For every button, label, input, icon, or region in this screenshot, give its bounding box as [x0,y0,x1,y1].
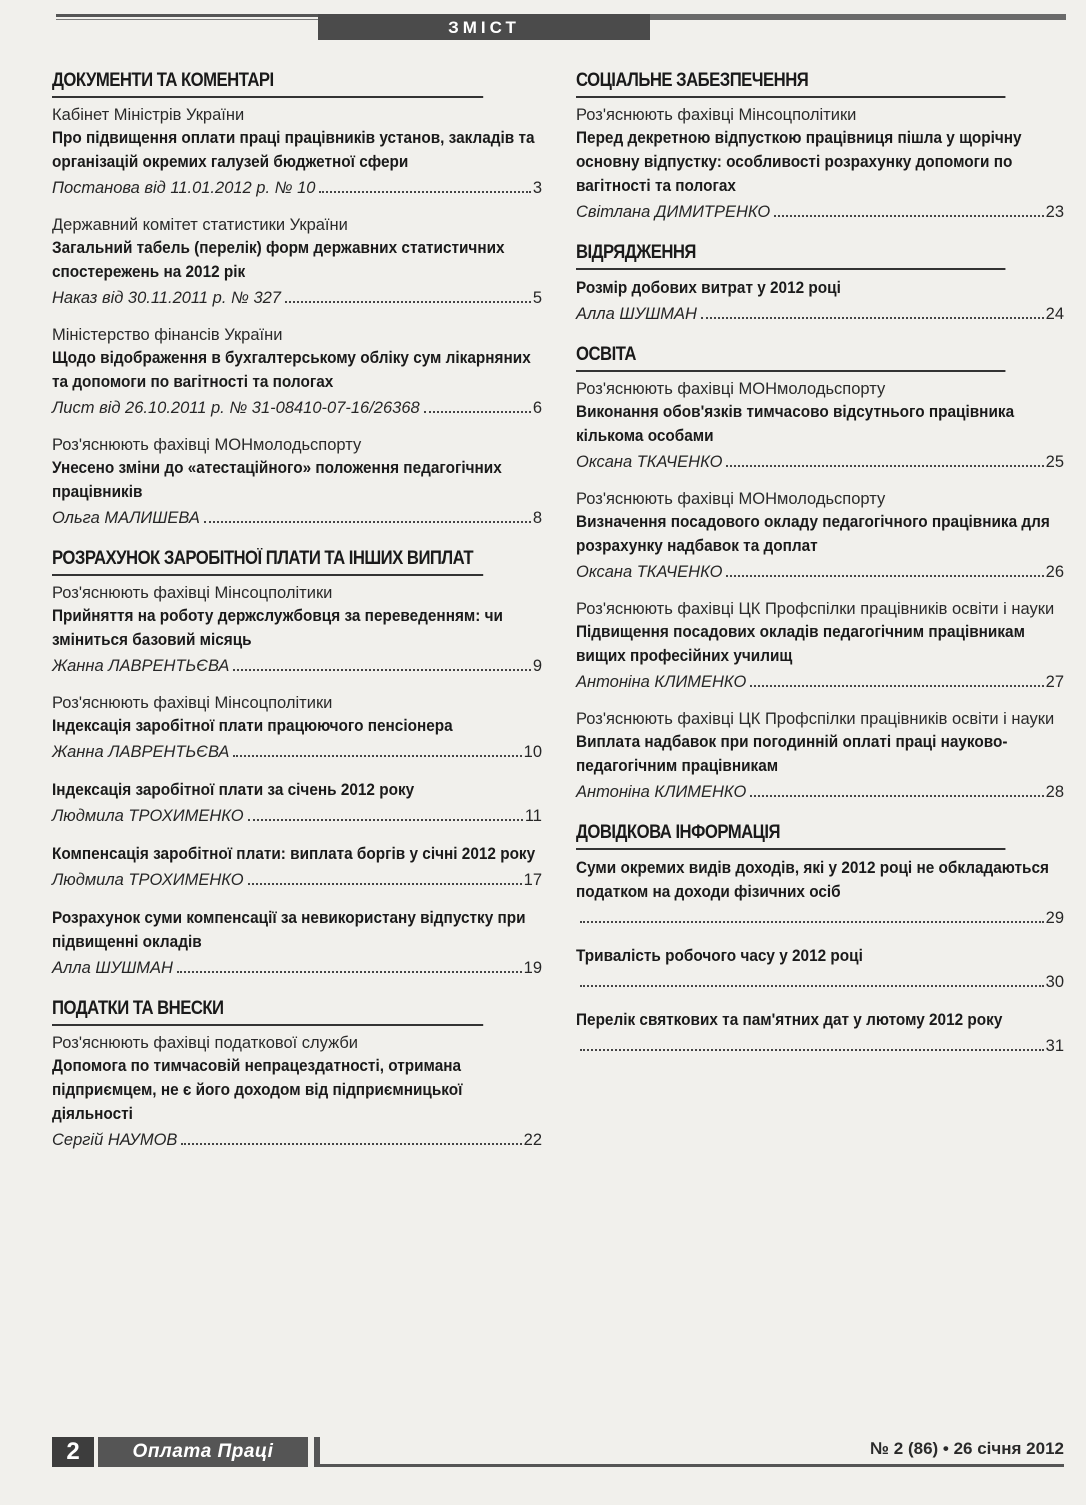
toc-entry[interactable] [52,324,542,420]
entry-page-number: 22 [523,1131,542,1149]
entry-source: Роз'яснюють фахівці Мінсоцполітики [576,106,857,124]
section-title: ДОВІДКОВА ІНФОРМАЦІЯ [576,818,1005,850]
entry-reference [52,654,542,678]
magazine-title: Оплата Праці [98,1437,308,1467]
entry-reference [576,302,1064,326]
entry-page-number: 9 [532,657,542,675]
entry-title: Загальний табель (перелік) форм державних статистичних спостережень на 2012 рік [52,239,505,281]
toc-entry[interactable] [576,378,1064,474]
toc-section [52,66,542,530]
entry-title: Перелік святкових та пам'ятних дат у лютому 2012 року [576,1011,1003,1029]
leader-dots [750,684,1043,687]
section-title: СОЦІАЛЬНЕ ЗАБЕЗПЕЧЕННЯ [576,66,1005,98]
leader-dots [774,214,1043,217]
toc-entry[interactable] [52,214,542,310]
leader-dots [204,520,531,523]
entry-title: Прийняття на роботу держслужбовця за переведенням: чи зміниться базовий місяць [52,607,503,649]
section-title: ОСВІТА [576,340,1005,372]
entry-page-number: 10 [523,743,542,761]
toc-section [52,994,542,1152]
toc-section [576,66,1064,224]
entry-page-number: 25 [1045,453,1064,471]
entry-page-number: 11 [524,807,542,825]
entry-source: Роз'яснюють фахівці МОНмолодьспорту [576,490,886,508]
entry-title: Підвищення посадових окладів педагогічним працівникам вищих професійних училищ [576,623,1025,665]
leader-dots [233,754,521,757]
entry-title: Про підвищення оплати праці працівників установ, закладів та організацій окремих галузей бюджетної сфери [52,129,535,171]
toc-section [576,340,1064,804]
leader-dots [285,300,531,303]
entry-author: Оксана ТКАЧЕНКО [576,563,723,581]
entry-reference [52,956,542,980]
entry-reference [52,176,542,200]
toc-entry[interactable] [576,1008,1064,1058]
entry-author: Антоніна КЛИМЕНКО [576,673,747,691]
header-band [650,14,1066,20]
entry-page-number: 8 [532,509,542,527]
toc-section [576,238,1064,326]
entry-source: Роз'яснюють фахівці Мінсоцполітики [52,694,333,712]
entry-page-number: 5 [532,289,542,307]
toc-entry[interactable] [52,906,542,980]
toc-section [576,818,1064,1058]
entry-source: Роз'яснюють фахівці ЦК Профспілки працівників освіти і науки [576,600,1055,618]
entry-author: Наказ від 30.11.2011 р. № 327 [52,289,281,307]
entry-page-number: 29 [1045,909,1064,927]
entry-page-number: 6 [532,399,542,417]
toc-entry[interactable] [52,1032,542,1152]
entry-title: Індексація заробітної плати працюючого пенсіонера [52,717,453,735]
entry-author: Людмила ТРОХИМЕНКО [52,871,244,889]
right-column [576,66,1064,1072]
entry-reference [576,560,1064,584]
toc-entry[interactable] [576,708,1064,804]
entry-reference [576,200,1064,224]
entry-author: Людмила ТРОХИМЕНКО [52,807,244,825]
toc-entry[interactable] [52,842,542,892]
leader-dots [726,574,1043,577]
leader-dots [726,464,1043,467]
entry-title: Компенсація заробітної плати: виплата боргів у січні 2012 року [52,845,536,863]
section-title: ДОКУМЕНТИ ТА КОМЕНТАРІ [52,66,483,98]
entry-page-number: 3 [532,179,542,197]
toc-entry[interactable] [576,488,1064,584]
entry-author: Алла ШУШМАН [52,959,173,977]
entry-source: Міністерство фінансів України [52,326,283,344]
entry-reference [576,1034,1064,1058]
entry-page-number: 28 [1045,783,1064,801]
toc-entry[interactable] [576,598,1064,694]
entry-author: Світлана ДИМИТРЕНКО [576,203,771,221]
entry-reference [52,868,542,892]
entry-author: Сергій НАУМОВ [52,1131,178,1149]
section-title: ВІДРЯДЖЕННЯ [576,238,1005,270]
entry-author: Алла ШУШМАН [576,305,697,323]
entry-title: Індексація заробітної плати за січень 2012 року [52,781,415,799]
entry-reference [576,450,1064,474]
leader-dots [750,794,1043,797]
entry-page-number: 23 [1045,203,1064,221]
leader-dots [580,1048,1044,1051]
toc-entry[interactable] [52,692,542,764]
leader-dots [580,920,1044,923]
entry-page-number: 24 [1045,305,1064,323]
entry-page-number: 31 [1045,1037,1064,1055]
entry-reference [576,780,1064,804]
toc-entry[interactable] [576,856,1064,930]
leader-dots [181,1142,521,1145]
leader-dots [233,668,530,671]
leader-dots [248,818,523,821]
entry-author: Антоніна КЛИМЕНКО [576,783,747,801]
leader-dots [319,190,530,193]
entry-title: Допомога по тимчасовій непрацездатності, отримана підприємцем, не є його доходом від підприємницької діяльності [52,1057,463,1123]
footer [52,1437,1064,1467]
leader-dots [248,882,522,885]
entry-source: Роз'яснюють фахівці Мінсоцполітики [52,584,333,602]
entry-page-number: 19 [523,959,542,977]
left-column [52,66,542,1166]
entry-title: Щодо відображення в бухгалтерському обліку сум лікарняних та допомоги по вагітності та пологах [52,349,531,391]
entry-author: Жанна ЛАВРЕНТЬЄВА [52,657,230,675]
entry-title: Виконання обов'язків тимчасово відсутнього працівника кількома особами [576,403,1015,445]
entry-page-number: 27 [1045,673,1064,691]
entry-source: Роз'яснюють фахівці МОНмолодьспорту [576,380,886,398]
entry-page-number: 17 [523,871,542,889]
entry-reference [52,506,542,530]
entry-source: Роз'яснюють фахівці МОНмолодьспорту [52,436,362,454]
entry-page-number: 26 [1045,563,1064,581]
entry-reference [52,396,542,420]
entry-title: Суми окремих видів доходів, які у 2012 році не обкладаються податком на доходи фізичних осіб [576,859,1049,901]
toc-heading: ЗМІСТ [318,14,650,40]
toc-section [52,544,542,980]
toc-entry[interactable] [52,778,542,828]
entry-reference [576,670,1064,694]
toc-entry[interactable] [576,104,1064,224]
entry-reference [576,906,1064,930]
toc-entry[interactable] [52,582,542,678]
entry-reference [52,740,542,764]
leader-dots [177,970,522,973]
footer-bar [314,1437,320,1467]
entry-author: Жанна ЛАВРЕНТЬЄВА [52,743,230,761]
entry-source: Роз'яснюють фахівці податкової служби [52,1034,358,1052]
issue-info: № 2 (86) • 26 січня 2012 [870,1439,1064,1458]
entry-page-number: 30 [1045,973,1064,991]
page-number: 2 [52,1437,94,1467]
toc-entry[interactable] [52,434,542,530]
toc-entry[interactable] [52,104,542,200]
entry-author: Лист від 26.10.2011 р. № 31-08410-07-16/26368 [52,399,420,417]
entry-reference [52,286,542,310]
entry-reference [52,1128,542,1152]
entry-source: Роз'яснюють фахівці ЦК Профспілки працівників освіти і науки [576,710,1055,728]
entry-reference [52,804,542,828]
toc-entry[interactable] [576,276,1064,326]
entry-source: Кабінет Міністрів України [52,106,245,124]
entry-title: Перед декретною відпусткою працівниця пішла у щорічну основну відпустку: особливості розрахунку допомоги по вагітності та пологах [576,129,1022,195]
entry-source: Державний комітет статистики України [52,216,348,234]
toc-entry[interactable] [576,944,1064,994]
entry-author: Ольга МАЛИШЕВА [52,509,200,527]
leader-dots [701,316,1044,319]
entry-title: Розрахунок суми компенсації за невикористану відпустку при підвищенні окладів [52,909,526,951]
footer-rule [314,1464,1064,1467]
entry-title: Виплата надбавок при погодинній оплаті праці науково-педагогічним працівникам [576,733,1008,775]
entry-reference [576,970,1064,994]
entry-title: Визначення посадового окладу педагогічного працівника для розрахунку надбавок та доплат [576,513,1050,555]
entry-author: Оксана ТКАЧЕНКО [576,453,723,471]
entry-title: Розмір добових витрат у 2012 році [576,279,841,297]
leader-dots [424,410,531,413]
leader-dots [580,984,1044,987]
section-title: РОЗРАХУНОК ЗАРОБІТНОЇ ПЛАТИ ТА ІНШИХ ВИПЛАТ [52,544,483,576]
entry-author: Постанова від 11.01.2012 р. № 10 [52,179,316,197]
entry-title: Унесено зміни до «атестаційного» положення педагогічних працівників [52,459,502,501]
entry-title: Тривалість робочого часу у 2012 році [576,947,863,965]
section-title: ПОДАТКИ ТА ВНЕСКИ [52,994,483,1026]
